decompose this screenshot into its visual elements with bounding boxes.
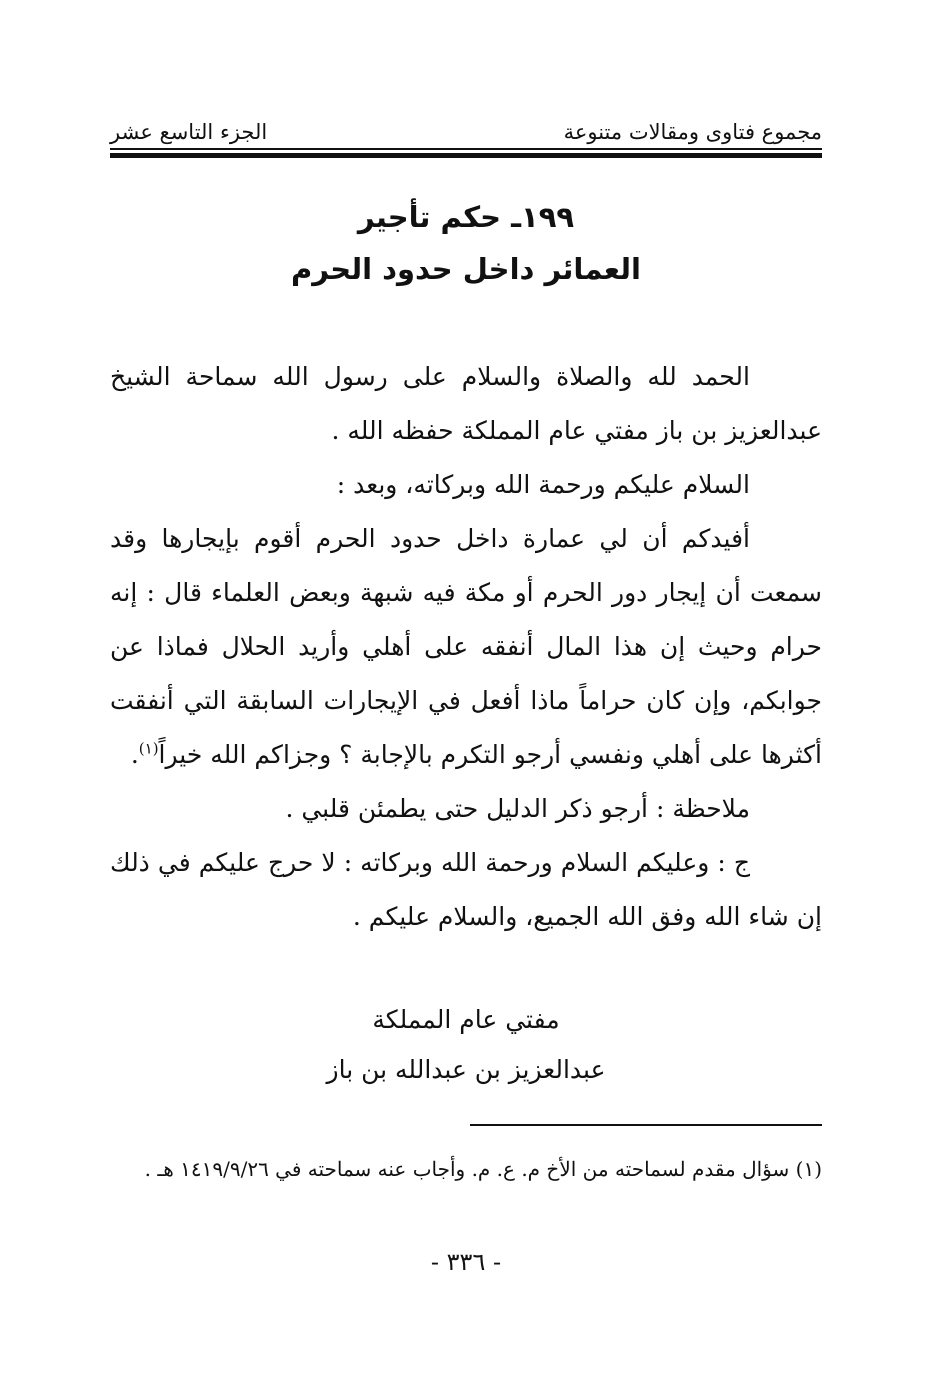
footnote [110, 1150, 822, 1188]
paragraph-greeting-address: الحمد لله والصلاة والسلام على رسول الله سماحة الشيخ عبدالعزيز بن باز مفتي عام المملكة حفظه الله . [110, 362, 822, 445]
page-number: - ٣٣٦ - [430, 1248, 502, 1276]
article-title-line2: العمائر داخل حدود الحرم [291, 252, 641, 286]
signature-title: مفتي عام المملكة [372, 1005, 560, 1034]
running-header [110, 110, 822, 144]
body-text [110, 350, 822, 944]
footnote-reference: (١) [138, 739, 159, 758]
question-text: أفيدكم أن لي عمارة داخل حدود الحرم أقوم بإيجارها وقد سمعت أن إيجار دور الحرم أو مكة فيه شبهة وبعض العلماء قال : إنه حرام وحيث إن هذا المال أنفقه على أهلي وأريد الحلال فماذا عن جوابكم، وإن كان حراماً ماذا أفعل في الإيجارات السابقة التي أنفقت أكثرها على أهلي ونفسي أرجو التكرم بالإجابة ؟ وجزاكم الله خيراً [110, 524, 822, 769]
signature-name: عبدالعزيز بن عبدالله بن باز [326, 1055, 606, 1084]
paragraph-note: ملاحظة : أرجو ذكر الدليل حتى يطمئن قلبي . [285, 794, 750, 823]
footnote-text: سؤال مقدم لسماحته من الأخ م. ع. م. وأجاب عنه سماحته في ١٤١٩/٩/٢٦ هـ . [144, 1157, 790, 1181]
paragraph-answer: ج : وعليكم السلام ورحمة الله وبركاته : لا حرج عليكم في ذلك إن شاء الله وفق الله الجميع، والسلام عليكم . [110, 848, 822, 931]
header-rule-thick [110, 153, 822, 158]
volume-label: الجزء التاسع عشر [110, 120, 268, 144]
footnote-rule [470, 1124, 822, 1126]
book-title: مجموع فتاوى ومقالات متنوعة [563, 120, 822, 144]
article-title-line1: ١٩٩ـ حكم تأجير [357, 200, 575, 234]
paragraph-salutation: السلام عليكم ورحمة الله وبركاته، وبعد : [336, 470, 750, 499]
header-rule-thin [110, 148, 822, 150]
question-end-mark: . [130, 740, 139, 769]
paragraph-question [110, 512, 822, 782]
footnote-number: (١) [795, 1157, 822, 1181]
